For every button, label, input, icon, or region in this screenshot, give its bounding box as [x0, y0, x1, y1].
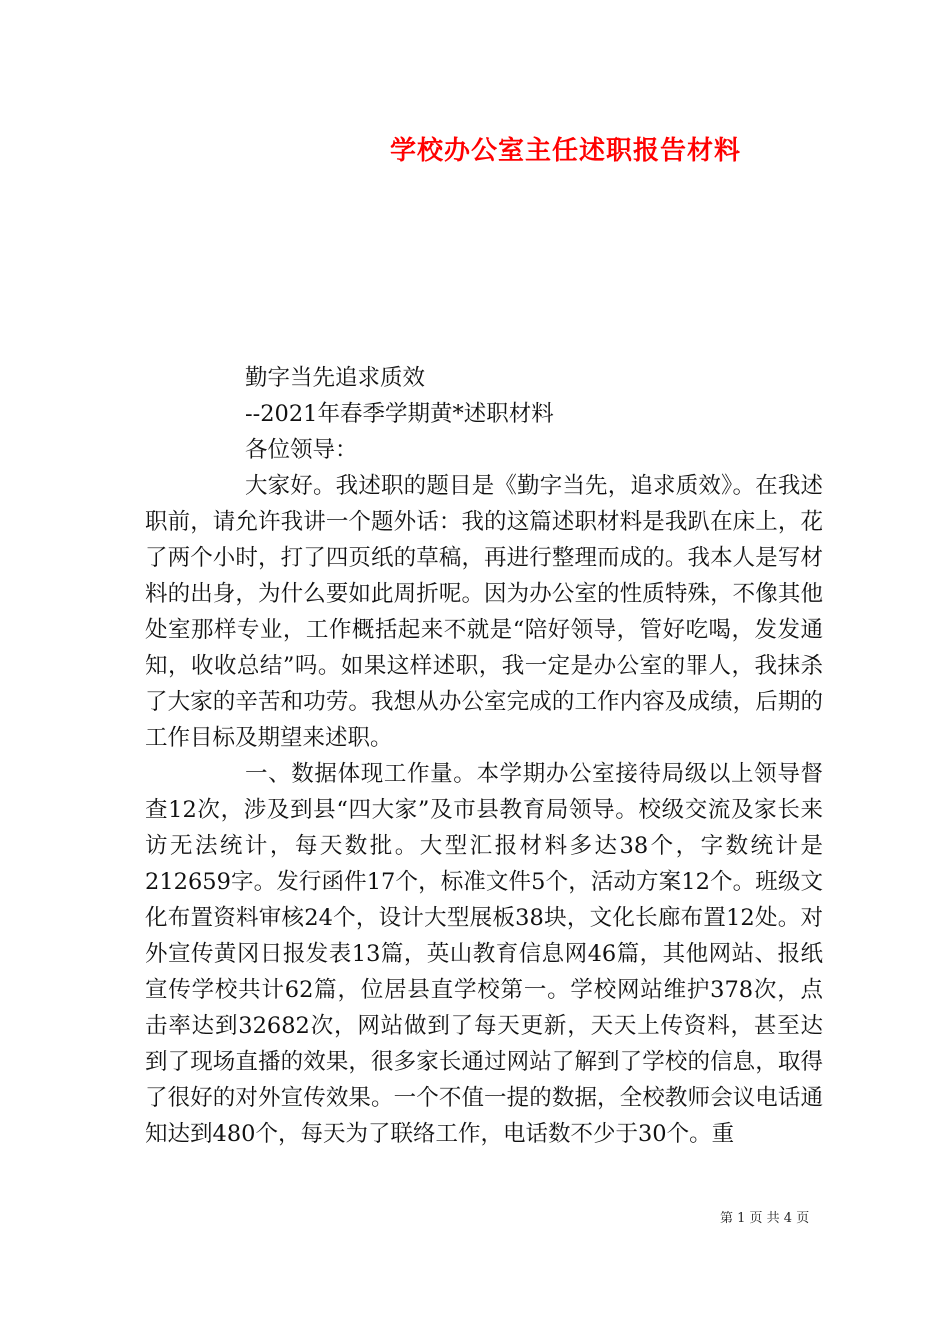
paragraph-workload: 一、数据体现工作量。本学期办公室接待局级以上领导督查12次，涉及到县“四大家”及市县教育局领导。校级交流及家长来访无法统计，每天数批。大型汇报材料多达38个，字数统计是212659字。发行函件17个，标准文件5个，活动方案12个。班级文化布置资料审核24个，设计大型展板38块，文化长廊布置12处。对外宣传黄冈日报发表13篇，英山教育信息网46篇，其他网站、报纸宣传学校共计62篇，位居县直学校第一。学校网站维护378次，点击率达到32682次，网站做到了每天更新，天天上传资料，甚至达到了现场直播的效果，很多家长通过网站了解到了学校的信息，取得了很好的对外宣传效果。一个不值一提的数据，全校教师会议电话通知达到480个，每天为了联络工作，电话数不少于30个。重	[145, 761, 823, 1147]
subtitle-line-1: 勤字当先追求质效	[245, 365, 426, 391]
subtitle-line-2: --2021年春季学期黄*述职材料	[245, 401, 554, 427]
document-body	[145, 360, 823, 1152]
document-title: 学校办公室主任述职报告材料	[390, 136, 742, 166]
page-number-footer: 第 1 页 共 4 页	[720, 1211, 810, 1226]
paragraph-intro: 大家好。我述职的题目是《勤字当先，追求质效》。在我述职前，请允许我讲一个题外话：我的这篇述职材料是我趴在床上，花了两个小时，打了四页纸的草稿，再进行整理而成的。我本人是写材料的出身，为什么要如此周折呢。因为办公室的性质特殊，不像其他处室那样专业，工作概括起来不就是“陪好领导，管好吃喝，发发通知，收收总结”吗。如果这样述职，我一定是办公室的罪人，我抹杀了大家的辛苦和功劳。我想从办公室完成的工作内容及成绩，后期的工作目标及期望来述职。	[145, 473, 823, 751]
salutation: 各位领导：	[245, 437, 358, 463]
